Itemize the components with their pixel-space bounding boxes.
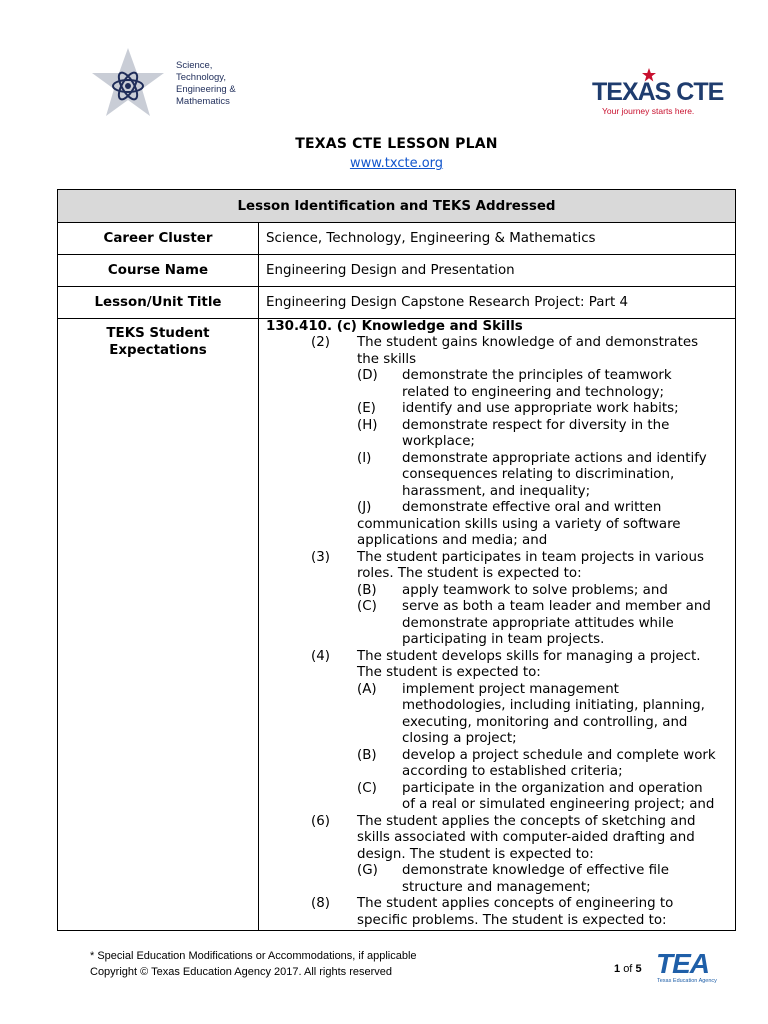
teks-item-text: demonstrate appropriate actions and identify xyxy=(402,450,707,466)
table-row xyxy=(58,287,736,319)
tea-subtitle: Texas Education Agency xyxy=(657,978,717,984)
lesson-table xyxy=(57,189,736,931)
tea-wordmark: TEA xyxy=(656,948,709,979)
teks-item-text: roles. The student is expected to: xyxy=(357,566,582,581)
teks-item-text: related to engineering and technology; xyxy=(402,384,665,400)
texas-cte-wordmark: TEXAS CTE xyxy=(592,78,724,106)
table-section-header: Lesson Identification and TEKS Addressed xyxy=(58,190,736,223)
table-row xyxy=(58,223,736,255)
texas-cte-logo xyxy=(590,66,724,122)
teks-item-number: (4) xyxy=(311,648,330,664)
star-atom-icon xyxy=(90,46,166,120)
teks-item-text: closing a project; xyxy=(402,731,517,746)
teks-item-number: (J) xyxy=(357,500,372,515)
row-label: Career Cluster xyxy=(58,223,259,255)
teks-item-text: serve as both a team leader and member and xyxy=(402,599,711,614)
teks-item-number: (E) xyxy=(357,401,376,416)
teks-item-text: the skills xyxy=(357,351,417,367)
row-label: Lesson/Unit Title xyxy=(58,287,259,319)
teks-item-text: demonstrate knowledge of effective file xyxy=(402,863,669,878)
row-value: Engineering Design and Presentation xyxy=(259,255,736,287)
row-label: Course Name xyxy=(58,255,259,287)
teks-item-text: demonstrate the principles of teamwork xyxy=(402,368,672,383)
teks-item-text: methodologies, including initiating, planning, xyxy=(402,698,705,713)
teks-item-text: The student applies concepts of engineering to xyxy=(357,896,674,911)
stem-logo-text: Science, Technology, Engineering & Mathematics xyxy=(176,60,236,107)
teks-item-text: specific problems. The student is expected to: xyxy=(357,912,667,928)
teks-item-number: (C) xyxy=(357,599,377,614)
teks-item-text: demonstrate effective oral and written xyxy=(402,500,662,515)
row-value: Science, Technology, Engineering & Mathematics xyxy=(259,223,736,255)
teks-item-text: demonstrate respect for diversity in the xyxy=(402,417,670,433)
teks-label: TEKS Student Expectations xyxy=(58,319,259,931)
footer xyxy=(90,948,417,980)
teks-heading: 130.410. (c) Knowledge and Skills xyxy=(266,319,523,334)
tea-logo xyxy=(656,948,720,988)
stem-logo xyxy=(90,46,240,120)
teks-item-text: of a real or simulated engineering project; and xyxy=(402,797,715,812)
teks-item-text: applications and media; and xyxy=(357,533,548,548)
teks-item-text: develop a project schedule and complete work xyxy=(402,747,716,763)
teks-item-text: demonstrate appropriate attitudes while xyxy=(402,615,674,631)
teks-item-text: The student gains knowledge of and demonstrates xyxy=(357,335,699,350)
footer-copyright: Copyright © Texas Education Agency 2017. All rights reserved xyxy=(90,966,393,978)
teks-item-text: The student participates in team projects in various xyxy=(357,549,704,565)
teks-item-text: The student is expected to: xyxy=(357,665,541,680)
teks-item-number: (8) xyxy=(311,896,330,911)
title-block xyxy=(0,136,768,171)
teks-item-number: (I) xyxy=(357,450,372,466)
teks-item-text: participating in team projects. xyxy=(402,632,605,647)
footer-note: * Special Education Modifications or Accommodations, if applicable xyxy=(90,950,417,962)
page-number: 1 of 5 xyxy=(614,963,642,975)
teks-item-text: design. The student is expected to: xyxy=(357,846,594,862)
row-value: Engineering Design Capstone Research Project: Part 4 xyxy=(259,287,736,319)
teks-item-number: (6) xyxy=(311,813,330,829)
teks-item-text: consequences relating to discrimination, xyxy=(402,467,675,482)
texas-cte-tagline: Your journey starts here. xyxy=(602,106,695,116)
teks-item-text: workplace; xyxy=(402,434,475,449)
teks-item-text: identify and use appropriate work habits; xyxy=(402,401,679,416)
teks-row xyxy=(58,319,736,931)
teks-item-text: The student applies the concepts of sketching and xyxy=(357,813,696,829)
teks-item-text: communication skills using a variety of software xyxy=(357,516,681,532)
teks-item-text: skills associated with computer-aided drafting and xyxy=(357,830,695,845)
teks-item-text: participate in the organization and operation xyxy=(402,780,703,796)
teks-item-text: implement project management xyxy=(402,681,619,697)
teks-item-text: The student develops skills for managing a project. xyxy=(357,648,701,664)
website-link[interactable]: www.txcte.org xyxy=(349,156,444,171)
teks-item-number: (C) xyxy=(357,780,377,796)
teks-item-number: (B) xyxy=(357,747,377,763)
teks-item-number: (H) xyxy=(357,417,378,433)
teks-item-number: (D) xyxy=(357,368,378,383)
teks-item-number: (G) xyxy=(357,863,378,878)
teks-list xyxy=(259,319,735,929)
teks-item-text: harassment, and inequality; xyxy=(402,483,591,499)
page-title: TEXAS CTE LESSON PLAN xyxy=(295,136,498,152)
teks-item-text: executing, monitoring and controlling, and xyxy=(402,714,688,730)
teks-item-text: apply teamwork to solve problems; and xyxy=(402,582,668,598)
teks-content xyxy=(259,319,736,931)
table-row xyxy=(58,255,736,287)
teks-item-number: (A) xyxy=(357,681,377,697)
teks-item-number: (3) xyxy=(311,549,330,565)
teks-item-number: (B) xyxy=(357,582,377,598)
teks-item-text: according to established criteria; xyxy=(402,764,623,779)
teks-item-text: structure and management; xyxy=(402,879,591,895)
teks-item-number: (2) xyxy=(311,335,330,350)
